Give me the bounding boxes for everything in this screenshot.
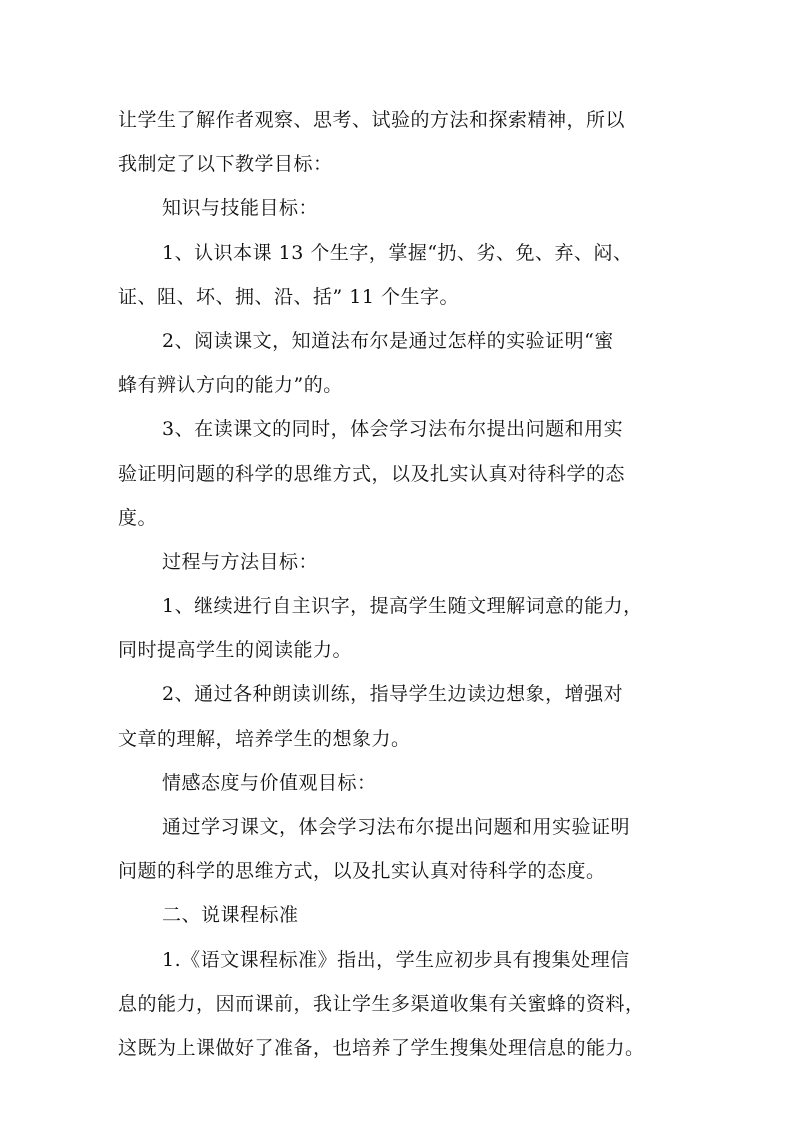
paragraph-line: 验证明问题的科学的思维方式，以及扎实认真对待科学的态 [118,462,626,485]
paragraph-line: 息的能力，因而课前，我让学生多渠道收集有关蜜蜂的资料， [118,992,645,1015]
paragraph-line: 问题的科学的思维方式，以及扎实认真对待科学的态度。 [118,860,606,883]
paragraph-line: 2、通过各种朗读训练，指导学生边读边想象，增强对 [162,683,624,706]
paragraph-line: 我制定了以下教学目标： [118,153,333,176]
paragraph-line: 通过学习课文，体会学习法布尔提出问题和用实验证明 [162,816,631,838]
paragraph-line: 3、在读课文的同时，体会学习法布尔提出问题和用实 [162,418,624,441]
paragraph-line: 同时提高学生的阅读能力。 [118,639,353,662]
paragraph-line: 让学生了解作者观察、思考、试验的方法和探索精神，所以 [118,109,626,131]
document-body [118,102,680,1074]
section-heading: 知识与技能目标： [162,197,319,220]
paragraph-line: 1、继续进行自主识字，提高学生随文理解词意的能力， [162,595,643,618]
paragraph-line: 证、阻、坏、拥、沿、括” 11 个生字。 [118,285,459,308]
paragraph-line: 1.《语文课程标准》指出，学生应初步具有搜集处理信 [162,948,630,971]
section-heading: 二、说课程标准 [162,904,299,927]
paragraph-line: 这既为上课做好了准备，也培养了学生搜集处理信息的能力。 [118,1036,645,1059]
section-heading: 情感态度与价值观目标： [162,771,377,794]
paragraph-line: 度。 [118,506,158,529]
paragraph-line: 蜂有辨认方向的能力”的。 [118,374,343,397]
paragraph-line: 2、阅读课文，知道法布尔是通过怎样的实验证明“蜜 [162,329,614,352]
paragraph-line: 1、认识本课 13 个生字，掌握“扔、劣、免、弃、闷、 [162,241,633,264]
section-heading: 过程与方法目标： [162,550,319,573]
paragraph-line: 文章的理解，培养学生的想象力。 [118,727,411,750]
